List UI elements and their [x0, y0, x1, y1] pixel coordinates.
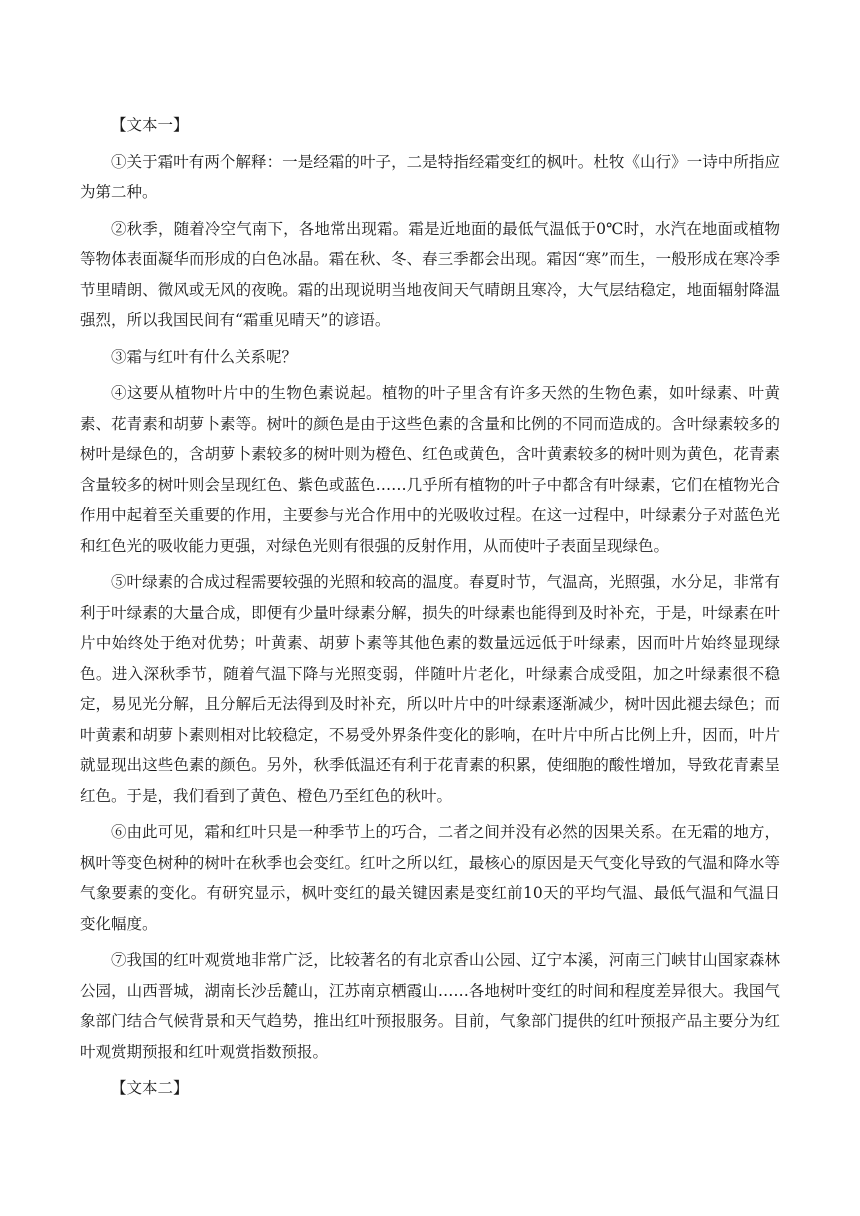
paragraph-4: ④这要从植物叶片中的生物色素说起。植物的叶子里含有许多天然的生物色素，如叶绿素、叶黄素、花青素和胡萝卜素等。树叶的颜色是由于这些色素的含量和比例的不同而造成的。含叶绿素较多的树叶是绿色的，含胡萝卜素较多的树叶则为橙色、红色或黄色，含叶黄素较多的树叶则为黄色，花青素含量较多的树叶则会呈现红色、紫色或蓝色……几乎所有植物的叶子中都含有叶绿素，它们在植物光合作用中起着至关重要的作用，主要参与光合作用中的光吸收过程。在这一过程中，叶绿素分子对蓝色光和红色光的吸收能力更强，对绿色光则有很强的反射作用，从而使叶子表面呈现绿色。: [80, 384, 780, 555]
paragraph-7: ⑦我国的红叶观赏地非常广泛，比较著名的有北京香山公园、辽宁本溪，河南三门峡甘山国家森林公园，山西晋城，湖南长沙岳麓山，江苏南京栖霞山……各地树叶变红的时间和程度差异很大。我国气象部门结合气候背景和天气趋势，推出红叶预报服务。目前，气象部门提供的红叶预报产品主要分为红叶观赏期预报和红叶观赏指数预报。: [80, 951, 780, 1061]
section-heading-text2: 【文本二】: [111, 1079, 189, 1097]
paragraph-6: ⑥由此可见，霜和红叶只是一种季节上的巧合，二者之间并没有必然的因果关系。在无霜的地方，枫叶等变色树种的树叶在秋季也会变红。红叶之所以红，最核心的原因是天气变化导致的气温和降水等气象要素的变化。有研究显示，枫叶变红的最关键因素是变红前10天的平均气温、最低气温和气温日变化幅度。: [80, 823, 780, 933]
paragraph-2: ②秋季，随着冷空气南下，各地常出现霜。霜是近地面的最低气温低于0℃时，水汽在地面或植物等物体表面凝华而形成的白色冰晶。霜在秋、冬、春三季都会出现。霜因“寒”而生，一般形成在寒冷季节里晴朗、微风或无风的夜晚。霜的出现说明当地夜间天气晴朗且寒冷，大气层结稳定，地面辐射降温强烈，所以我国民间有“霜重见晴天”的谚语。: [80, 219, 780, 329]
document-body: [80, 110, 780, 1110]
paragraph-3: ③霜与红叶有什么关系呢？: [111, 347, 298, 366]
section-heading-text1: 【文本一】: [111, 116, 189, 134]
paragraph-1: ①关于霜叶有两个解释：一是经霜的叶子，二是特指经霜变红的枫叶。杜牧《山行》一诗中所指应为第二种。: [80, 152, 780, 201]
paragraph-5: ⑤叶绿素的合成过程需要较强的光照和较高的温度。春夏时节，气温高，光照强，水分足，非常有利于叶绿素的大量合成，即便有少量叶绿素分解，损失的叶绿素也能得到及时补充，于是，叶绿素在叶片中始终处于绝对优势；叶黄素、胡萝卜素等其他色素的数量远远低于叶绿素，因而叶片始终显现绿色。进入深秋季节，随着气温下降与光照变弱，伴随叶片老化，叶绿素合成受阻，加之叶绿素很不稳定，易见光分解，且分解后无法得到及时补充，所以叶片中的叶绿素逐渐减少，树叶因此褪去绿色；而叶黄素和胡萝卜素则相对比较稳定，不易受外界条件变化的影响，在叶片中所占比例上升，因而，叶片就显现出这些色素的颜色。另外，秋季低温还有利于花青素的积累，使细胞的酸性增加，导致花青素呈红色。于是，我们看到了黄色、橙色乃至红色的秋叶。: [80, 573, 780, 805]
